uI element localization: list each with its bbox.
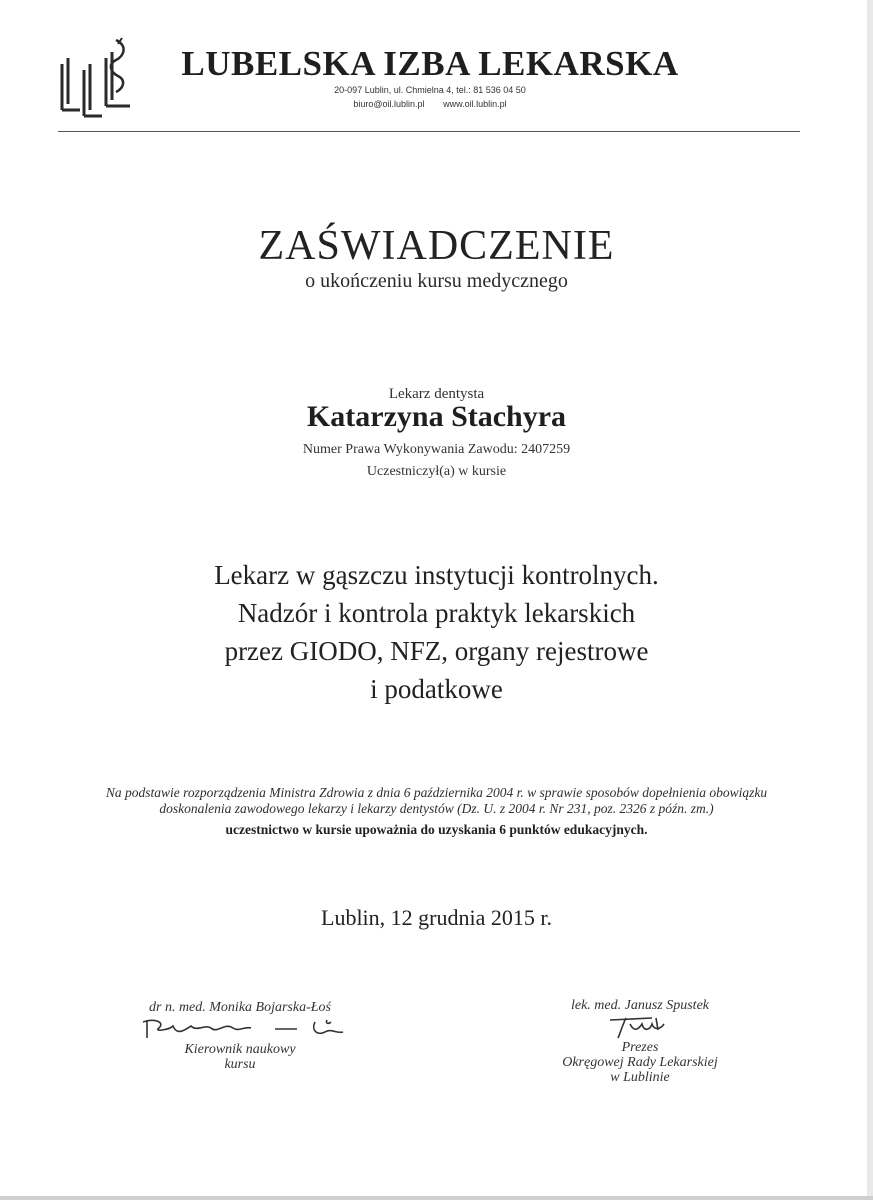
legal-basis-line: Na podstawie rozporządzenia Ministra Zdrowia z dnia 6 października 2004 r. w sprawie sposobów dopełnienia obowiązku bbox=[105, 785, 768, 800]
signatory-role-left: kursu bbox=[224, 1057, 256, 1072]
license-number: Numer Prawa Wykonywania Zawodu: 2407259 bbox=[302, 442, 571, 457]
scan-bottom-edge bbox=[0, 1196, 873, 1200]
person-name: Katarzyna Stachyra bbox=[306, 400, 567, 433]
org-email: biuro@oil.lublin.pl bbox=[353, 99, 425, 109]
course-title-line: i podatkowe bbox=[370, 674, 503, 704]
participation-note: Uczestniczył(a) w kursie bbox=[366, 464, 507, 479]
course-title-line: Lekarz w gąszczu instytucji kontrolnych. bbox=[214, 560, 659, 590]
org-contacts bbox=[150, 99, 710, 109]
legal-basis-line: doskonalenia zawodowego lekarzy i lekarzy dentystów (Dz. U. z 2004 r. Nr 231, poz. 2326 z późn. zm.) bbox=[159, 801, 714, 816]
course-title-line: Nadzór i kontrola praktyk lekarskich bbox=[237, 598, 636, 628]
handwritten-signature-right bbox=[560, 1014, 720, 1040]
lil-monogram-logo bbox=[58, 36, 138, 118]
signature-block-right bbox=[520, 998, 760, 1085]
org-website: www.oil.lublin.pl bbox=[443, 99, 507, 109]
org-address: 20-097 Lublin, ul. Chmielna 4, tel.: 81 536 04 50 bbox=[334, 85, 526, 95]
education-points-note: uczestnictwo w kursie upoważnia do uzyskania 6 punktów edukacyjnych. bbox=[225, 822, 648, 837]
handwritten-signature-left bbox=[125, 1016, 355, 1042]
course-title bbox=[0, 556, 873, 708]
signatory-role-right: Okręgowej Rady Lekarskiej bbox=[562, 1055, 718, 1070]
certificate-title: ZAŚWIADCZENIE bbox=[258, 223, 615, 269]
signatory-name-right: lek. med. Janusz Spustek bbox=[570, 998, 710, 1013]
org-name: LUBELSKA IZBA LEKARSKA bbox=[181, 44, 679, 83]
certificate-subtitle: o ukończeniu kursu medycznego bbox=[305, 270, 568, 292]
signatory-role-left: Kierownik naukowy bbox=[184, 1042, 296, 1057]
profession: Lekarz dentysta bbox=[388, 386, 485, 402]
signature-block-left bbox=[100, 1000, 380, 1072]
signatory-role-right: Prezes bbox=[621, 1040, 659, 1055]
legal-basis bbox=[50, 785, 823, 817]
signatory-name-left: dr n. med. Monika Bojarska-Łoś bbox=[149, 1000, 331, 1015]
header-divider bbox=[58, 131, 800, 132]
course-title-line: przez GIODO, NFZ, organy rejestrowe bbox=[224, 636, 649, 666]
place-and-date: Lublin, 12 grudnia 2015 r. bbox=[321, 905, 552, 930]
signatory-role-right: w Lublinie bbox=[610, 1070, 670, 1085]
